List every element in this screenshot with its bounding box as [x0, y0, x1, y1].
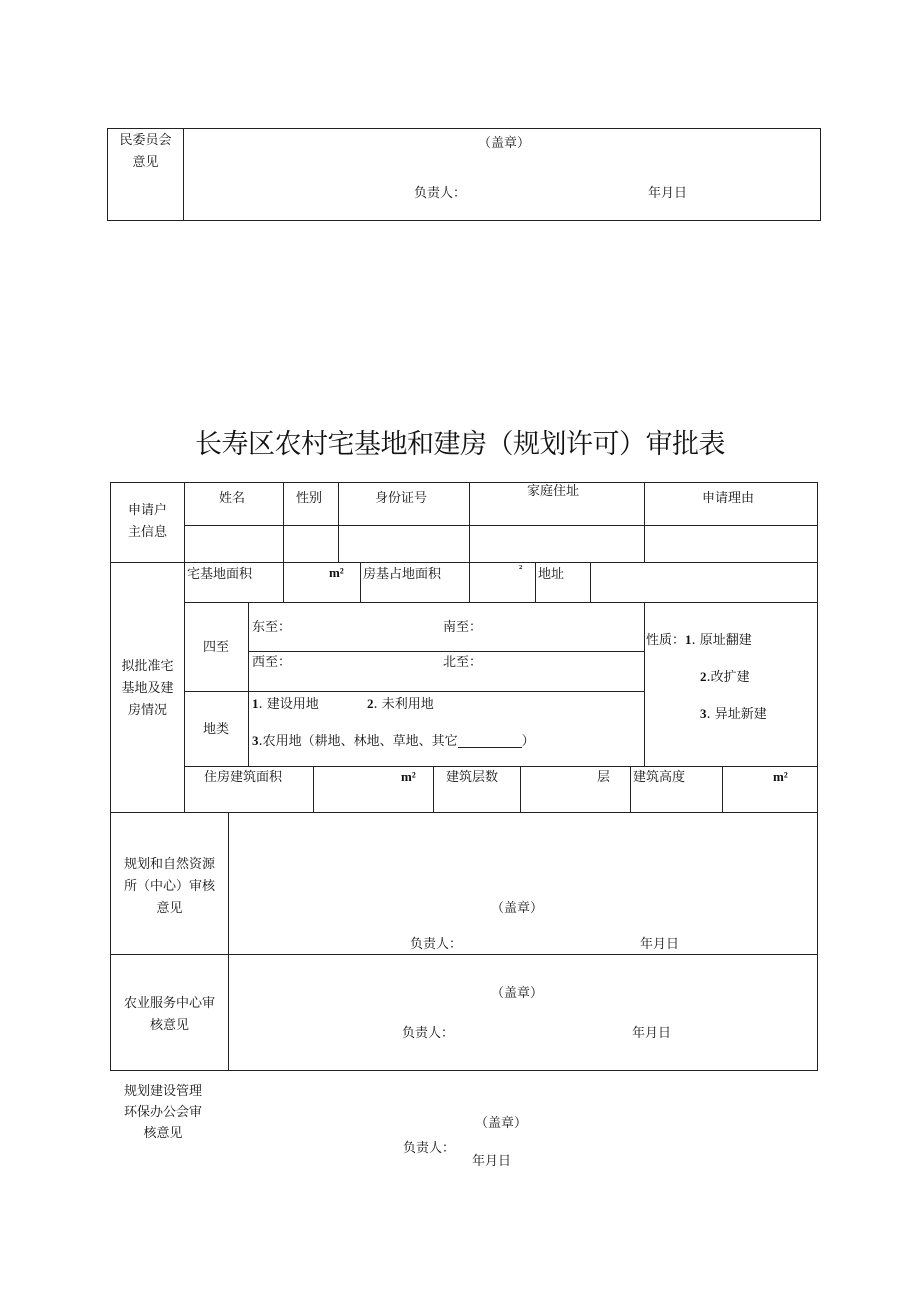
footprint-unit: ²	[519, 563, 523, 575]
planning-date: 年月日	[640, 937, 680, 952]
floor-area-label: 住房建筑面积	[204, 770, 283, 785]
border-line	[228, 812, 229, 1070]
border-line	[110, 562, 817, 563]
option-number: 1	[685, 632, 692, 647]
footprint-label: 房基占地面积	[363, 567, 442, 582]
option-text: . 异址新建	[706, 707, 767, 722]
border-line	[110, 1070, 818, 1071]
planning-label: 意见	[156, 901, 183, 916]
nature-option-3	[700, 707, 767, 721]
option-number: 3	[252, 733, 259, 748]
agri-label: 农业服务中心审	[123, 996, 215, 1011]
border-line	[338, 482, 339, 562]
border-line	[283, 562, 284, 602]
floors-label: 建筑层数	[446, 770, 499, 785]
col-name: 姓名	[219, 491, 246, 506]
applicant-label: 申请户	[127, 503, 167, 518]
west-label: 西至：	[252, 655, 292, 670]
planning-person: 负责人：	[410, 937, 463, 952]
village-date: 年月日	[648, 186, 688, 201]
border-line	[722, 766, 723, 812]
border-line	[520, 766, 521, 812]
border-line	[110, 482, 111, 1071]
border-line	[248, 651, 644, 652]
option-text: . 建设用地	[258, 697, 319, 712]
village-label: 意见	[132, 155, 159, 170]
homestead-area-label: 宅基地面积	[187, 567, 253, 582]
site-label: 基地及建	[121, 681, 174, 696]
option-text: . 原址翻建	[691, 633, 752, 648]
village-label: 民委员会	[119, 133, 172, 148]
border-line	[183, 128, 184, 221]
border-line	[184, 525, 817, 526]
border-line	[535, 562, 536, 602]
office-person: 负责人：	[403, 1141, 456, 1156]
office-label: 环保办公会审	[123, 1105, 202, 1120]
border-line	[248, 602, 249, 766]
agri-label: 核意见	[149, 1018, 189, 1033]
option-text: .改扩建	[706, 670, 750, 685]
floors-unit: 层	[597, 770, 611, 785]
landtype-option-3	[252, 734, 535, 748]
option-text: .农用地（耕地、林地、草地、其它	[258, 734, 458, 749]
office-label: 核意见	[143, 1126, 183, 1141]
office-seal: （盖章）	[475, 1116, 528, 1131]
option-number: 1	[252, 696, 259, 711]
bounds-label: 四至	[203, 640, 230, 655]
border-line	[110, 812, 817, 813]
border-line	[107, 220, 821, 221]
agri-person: 负责人：	[402, 1026, 455, 1041]
border-line	[313, 766, 314, 812]
east-label: 东至：	[252, 620, 292, 635]
border-line	[644, 602, 645, 766]
border-line	[184, 691, 644, 692]
landtype-option-2	[367, 697, 434, 711]
col-reason: 申请理由	[702, 491, 755, 506]
floor-area-unit: m²	[401, 769, 416, 784]
border-line	[644, 482, 645, 562]
planning-seal: （盖章）	[491, 901, 544, 916]
option-text: . 未利用地	[373, 697, 434, 712]
option-number: 2	[700, 669, 707, 684]
option-text: ）	[521, 734, 535, 749]
border-line	[469, 562, 470, 602]
nature-prefix: 性质：	[646, 633, 686, 648]
office-label: 规划建设管理	[123, 1084, 202, 1099]
option-number: 2	[367, 696, 374, 711]
village-person: 负责人：	[414, 186, 467, 201]
border-line	[817, 482, 818, 1071]
planning-label: 所（中心）审核	[123, 879, 215, 894]
form-title: 长寿区农村宅基地和建房（规划许可）审批表	[195, 429, 725, 460]
site-label: 房情况	[127, 703, 167, 718]
col-id: 身份证号	[375, 491, 428, 506]
other-blank	[458, 735, 522, 748]
nature-option-1	[646, 633, 752, 647]
office-date: 年月日	[472, 1154, 512, 1169]
landtype-option-1	[252, 697, 319, 711]
border-line	[184, 562, 185, 812]
border-line	[433, 766, 434, 812]
village-seal: （盖章）	[478, 136, 531, 151]
border-line	[820, 128, 821, 221]
border-line	[184, 482, 185, 562]
border-line	[283, 482, 284, 562]
col-address: 家庭住址	[527, 484, 580, 499]
applicant-label: 主信息	[127, 525, 167, 540]
border-line	[630, 766, 631, 812]
border-line	[110, 482, 818, 483]
site-address-label: 地址	[538, 567, 565, 582]
landtype-label: 地类	[203, 722, 230, 737]
planning-label: 规划和自然资源	[123, 857, 215, 872]
nature-option-2	[700, 670, 750, 684]
border-line	[469, 482, 470, 562]
height-label: 建筑高度	[633, 770, 686, 785]
border-line	[184, 602, 817, 603]
homestead-area-unit: m²	[329, 565, 344, 580]
border-line	[360, 562, 361, 602]
border-line	[590, 562, 591, 602]
border-line	[107, 128, 821, 129]
height-unit: m²	[773, 769, 788, 784]
border-line	[110, 954, 817, 955]
north-label: 北至：	[443, 655, 483, 670]
south-label: 南至：	[443, 620, 483, 635]
agri-date: 年月日	[632, 1026, 672, 1041]
agri-seal: （盖章）	[491, 986, 544, 1001]
site-label: 拟批准宅	[121, 659, 174, 674]
option-number: 3	[700, 706, 707, 721]
col-gender: 性别	[296, 491, 323, 506]
